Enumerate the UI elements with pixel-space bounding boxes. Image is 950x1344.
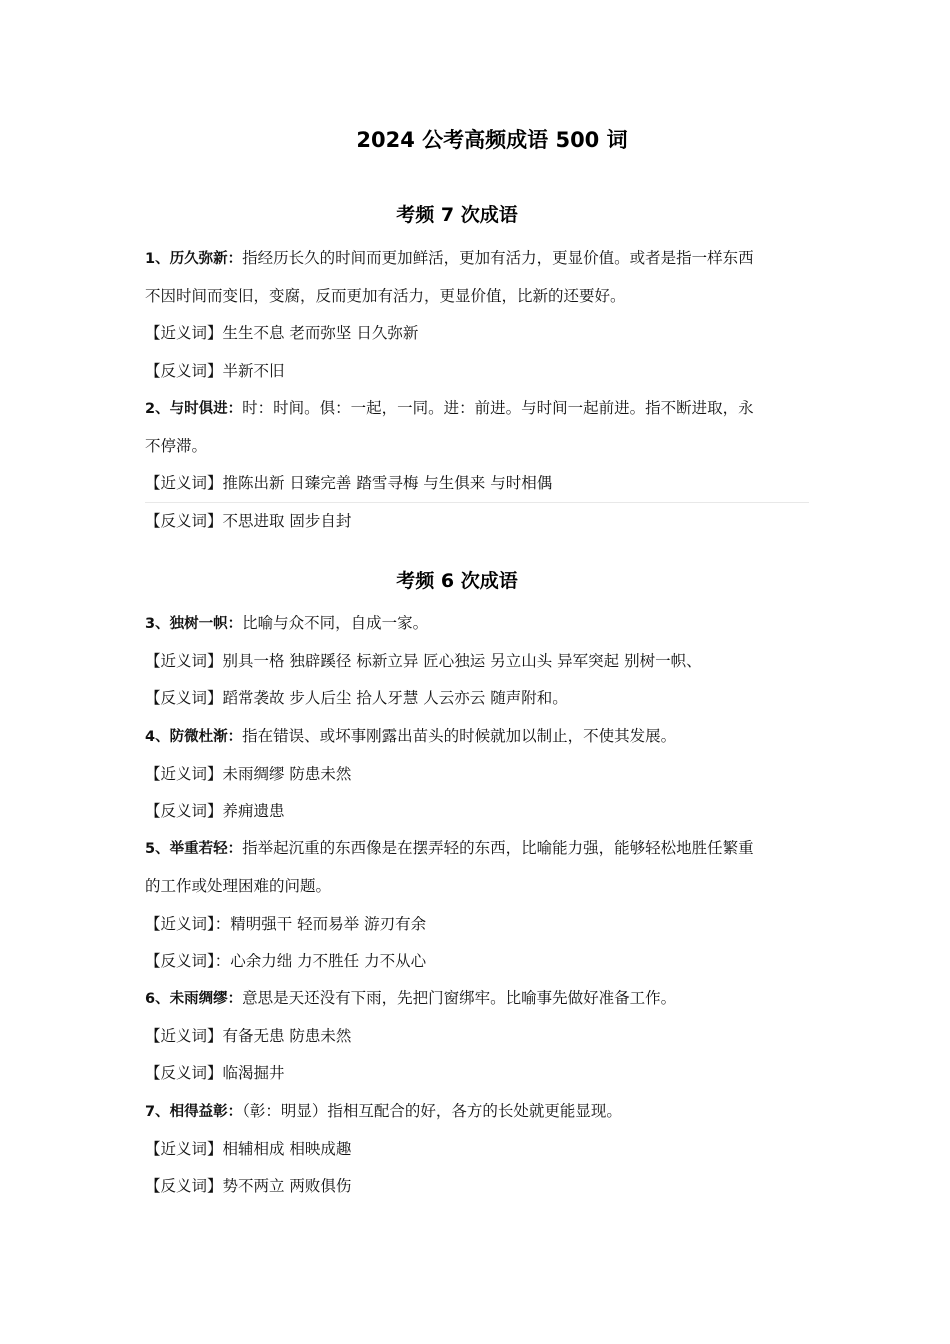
entry-definition: [145, 240, 809, 278]
entry-number: 1、: [145, 251, 170, 267]
entry-definition: [145, 830, 809, 868]
antonyms-line: 【反义词】：心余力绌 力不胜任 力不从心: [145, 951, 427, 970]
entry-term: 独树一帜：: [169, 616, 243, 632]
section-content: [145, 605, 809, 1205]
definition-line: 的工作或处理困难的问题。: [145, 877, 332, 896]
definition-line: 不停滞。: [145, 437, 208, 456]
definition-line: 意思是天还没有下雨，先把门窗绑牢。比喻事先做好准备工作。: [242, 989, 677, 1008]
section-heading: 考频 7 次成语: [396, 204, 518, 226]
definition-line: 比喻与众不同，自成一家。: [242, 614, 429, 632]
antonyms-line: 【反义词】势不两立 两败俱伤: [145, 1177, 352, 1196]
synonyms-line: 【近义词】未雨绸缪 防患未然: [145, 764, 352, 783]
synonyms-line: 【近义词】别具一格 独辟蹊径 标新立异 匠心独运 另立山头 异军突起 别树一帜、: [145, 652, 702, 671]
synonyms-line: 【近义词】有备无患 防患未然: [145, 1027, 352, 1046]
definition-line: 指举起沉重的东西像是在摆弄轻的东西，比喻能力强，能够轻松地胜任繁重: [242, 839, 754, 858]
antonyms-line: 【反义词】半新不旧: [145, 361, 285, 380]
antonyms-line: 【反义词】不思进取 固步自封: [145, 512, 352, 531]
entry-definition: [145, 605, 809, 643]
entry-definition: [145, 390, 809, 428]
entry-definition: [145, 1093, 809, 1131]
entry-number: 5、: [145, 841, 170, 858]
synonyms-line: 【近义词】推陈出新 日臻完善 踏雪寻梅 与生俱来 与时相偶: [145, 465, 809, 503]
antonyms-line: 【反义词】临渴掘井: [145, 1064, 285, 1083]
entry-term: 与时俱进：: [169, 400, 243, 417]
section-heading: 考频 6 次成语: [396, 570, 518, 592]
entry-number: 6、: [145, 991, 170, 1008]
antonyms-line: 【反义词】蹈常袭故 步人后尘 拾人牙慧 人云亦云 随声附和。: [145, 689, 568, 708]
definition-line: （彰：明显）指相互配合的好，各方的长处就更能显现。: [242, 1101, 622, 1120]
definition-line: 不因时间而变旧，变腐，反而更加有活力，更显价值，比新的还要好。: [145, 287, 626, 306]
definition-line: 指在错误、或坏事刚露出苗头的时候就加以制止，不使其发展。: [242, 726, 677, 745]
entry-term: 防微杜渐：: [169, 728, 243, 745]
antonyms-line: 【反义词】养痈遗患: [145, 802, 285, 821]
entry-term: 举重若轻：: [169, 841, 243, 858]
entry-term: 相得益彰：: [169, 1103, 243, 1120]
entry-number: 7、: [145, 1103, 170, 1120]
entry-number: 4、: [145, 728, 170, 745]
section-content: [145, 240, 809, 541]
entry-definition: [145, 718, 809, 756]
synonyms-line: 【近义词】相辅相成 相映成趣: [145, 1139, 352, 1158]
entry-term: 未雨绸缪：: [169, 991, 243, 1008]
document-title: 2024 公考高频成语 500 词: [356, 128, 628, 152]
definition-line: 指经历长久的时间而更加鲜活，更加有活力，更显价值。或者是指一样东西: [242, 249, 754, 267]
entry-number: 2、: [145, 400, 170, 417]
definition-line: 时：时间。俱：一起，一同。进：前进。与时间一起前进。指不断进取，永: [242, 398, 754, 417]
synonyms-line: 【近义词】生生不息 老而弥坚 日久弥新: [145, 324, 419, 343]
entry-number: 3、: [145, 616, 170, 632]
entry-term: 历久弥新：: [169, 251, 243, 267]
synonyms-line: 【近义词】：精明强干 轻而易举 游刃有余: [145, 914, 427, 933]
entry-definition: [145, 980, 809, 1018]
